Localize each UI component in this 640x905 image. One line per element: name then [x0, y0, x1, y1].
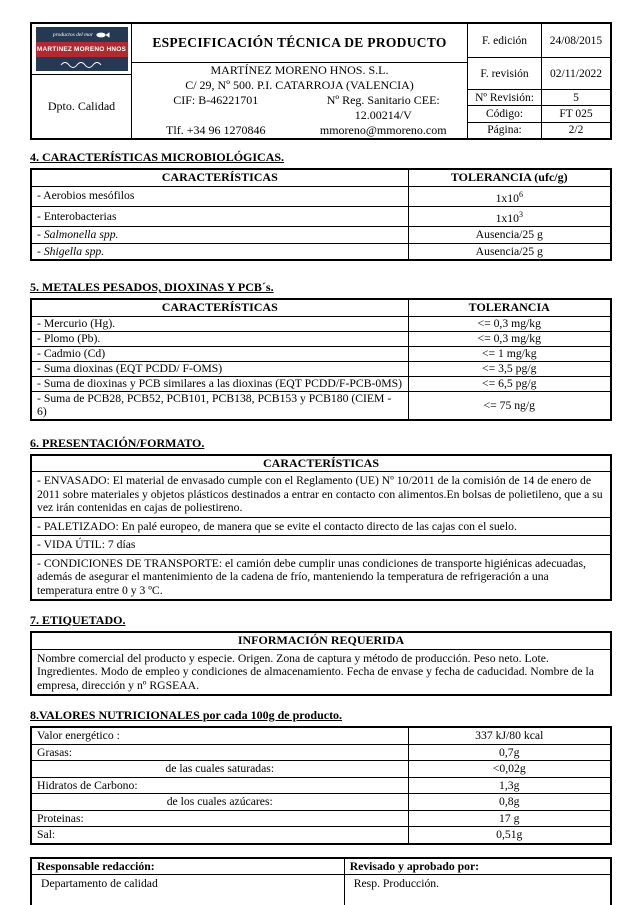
meta-value: 5: [573, 91, 579, 104]
company-contact: [132, 123, 467, 138]
table-row: [31, 536, 611, 555]
nutrient-label: Proteinas:: [31, 810, 408, 827]
characteristic-cell: - Enterobacterias: [31, 206, 408, 226]
header-center-column: [132, 24, 468, 138]
table-header-row: [31, 632, 611, 649]
header-meta-column: [468, 24, 610, 138]
column-header-characteristics: CARACTERÍSTICAS: [31, 299, 408, 316]
heavy-metals-table: [30, 298, 612, 421]
company-sanitary-reg: Nº Reg. Sanitario CEE: 12.00214/V: [326, 93, 440, 122]
characteristic-cell: - Suma dioxinas (EQT PCDD/ F-OMS): [31, 361, 408, 376]
nutrient-sublabel: de las cuales saturadas:: [31, 761, 408, 778]
meta-label: Página:: [468, 123, 542, 138]
logo-cell: [32, 24, 131, 75]
table-row: [31, 727, 611, 744]
logo-bottom-band: [36, 57, 128, 71]
labelling-required-info: Nombre comercial del producto y especie. Origen. Zona de captura y método de producción. Peso neto. Lote. Ingredientes. Modo de empleo y condiciones de almacenamiento. Fecha de envase y fecha de caducidad. Nombre de la empresa, dirección y nº RGSEAA.: [31, 649, 611, 695]
presentation-table: [30, 454, 612, 602]
presentation-palletizing: - PALETIZADO: En palé europeo, de manera que se evite el contacto directo de las cajas con el suelo.: [31, 517, 611, 536]
column-header-required-info: INFORMACIÓN REQUERIDA: [31, 632, 611, 649]
logo-script-illegible: [60, 61, 104, 68]
column-header-tolerance: TOLERANCIA: [408, 299, 611, 316]
approved-by-value: Resp. Producción.: [344, 875, 611, 905]
nutrient-sublabel: de los cuales azúcares:: [31, 794, 408, 811]
company-email: mmoreno@mmoreno.com: [319, 123, 447, 137]
characteristic-cell: - Aerobios mesófilos: [31, 186, 408, 206]
table-row: [31, 777, 611, 794]
company-cif: CIF: B-46221701: [173, 93, 259, 107]
tolerance-cell: <= 1 mg/kg: [408, 346, 611, 361]
nutrient-value: 17 g: [408, 810, 611, 827]
nutrient-value: 0,7g: [408, 744, 611, 761]
characteristic-cell: - Mercurio (Hg).: [31, 316, 408, 331]
drafting-responsible-value: Departamento de calidad: [31, 875, 344, 905]
meta-value: FT 025: [559, 107, 593, 120]
tolerance-cell: $1x10^3$: [408, 206, 611, 226]
presentation-packaging: - ENVASADO: El material de envasado cumple con el Reglamento (UE) Nº 10/2011 de la comisión de 14 de enero de 2011 sobre materiales y objetos plásticos destinados a entrar en contacto con alimentos.En bolsas de polietileno, que a su vez irán contenidas en cajas de poliestireno.: [31, 472, 611, 518]
meta-row-revision-number: [468, 90, 610, 106]
company-logo: [36, 27, 128, 71]
table-header-row: [31, 299, 611, 316]
presentation-shelf-life: - VIDA ÚTIL: 7 días: [31, 536, 611, 555]
section-heading-presentation: 6. PRESENTACIÓN/FORMATO.: [30, 435, 205, 450]
meta-label: F. edición: [468, 24, 542, 57]
section-heading-microbiology: 4. CARACTERÍSTICAS MICROBIOLÓGICAS.: [30, 150, 285, 164]
column-header-tolerance: TOLERANCIA (ufc/g): [408, 169, 611, 186]
company-info: [132, 63, 467, 138]
table-row: [31, 744, 611, 761]
nutrient-value: 337 kJ/80 kcal: [408, 727, 611, 744]
signoff-table: [30, 857, 612, 905]
characteristic-cell: - Suma de dioxinas y PCB similares a las dioxinas (EQT PCDD/F-PCB-0MS): [31, 376, 408, 391]
table-header-row: [31, 858, 611, 875]
labelling-table: [30, 631, 612, 696]
tolerance-cell: <= 3,5 pg/g: [408, 361, 611, 376]
table-row: [31, 649, 611, 695]
table-header-row: [31, 169, 611, 186]
characteristic-cell: - Suma de PCB28, PCB52, PCB101, PCB138, PCB153 y PCB180 (CIEM - 6): [31, 391, 408, 420]
nutrient-label: Sal:: [31, 827, 408, 844]
tolerance-cell: Ausencia/25 g: [408, 227, 611, 244]
table-row: [31, 875, 611, 905]
tolerance-cell: Ausencia/25 g: [408, 243, 611, 260]
nutrient-value: 0,51g: [408, 827, 611, 844]
table-row: [31, 827, 611, 844]
nutrient-label: Valor energético :: [31, 727, 408, 744]
department-label: Dpto. Calidad: [47, 99, 116, 113]
table-row: [31, 243, 611, 260]
meta-value: 2/2: [568, 124, 584, 137]
table-row: [31, 794, 611, 811]
table-row: [31, 810, 611, 827]
column-header-characteristics: CARACTERÍSTICAS: [31, 169, 408, 186]
company-phone: Tlf. +34 96 1270846: [166, 123, 266, 137]
meta-label: Nº Revisión:: [468, 90, 542, 105]
table-row: [31, 186, 611, 206]
nutrition-table: [30, 726, 612, 845]
nutrient-value: <0,02g: [408, 761, 611, 778]
table-row: [31, 206, 611, 226]
nutrient-label: Hidratos de Carbono:: [31, 777, 408, 794]
characteristic-cell: - Salmonella spp.: [31, 227, 408, 244]
logo-name-band: MARTINEZ MORENO HNOS: [36, 42, 128, 57]
tolerance-cell: <= 0,3 mg/kg: [408, 331, 611, 346]
fish-icon: [96, 31, 110, 39]
meta-row-revision-date: [468, 58, 610, 90]
meta-label: Código:: [468, 106, 542, 121]
table-row: [31, 391, 611, 420]
microbiology-table: [30, 168, 612, 261]
logo-top-text: productos del mar: [52, 31, 94, 38]
nutrient-value: 1,3g: [408, 777, 611, 794]
characteristic-cell: - Shigella spp.: [31, 243, 408, 260]
table-row: [31, 316, 611, 331]
characteristic-cell: - Cadmio (Cd): [31, 346, 408, 361]
section-heading-labelling: 7. ETIQUETADO.: [30, 613, 126, 628]
table-row: [31, 517, 611, 536]
table-row: [31, 376, 611, 391]
tolerance-cell: <= 0,3 mg/kg: [408, 316, 611, 331]
meta-row-edition: [468, 24, 610, 58]
section-heading-heavy-metals: 5. METALES PESADOS, DIOXINAS Y PCB´s.: [30, 280, 274, 295]
page-title: ESPECIFICACIÓN TÉCNICA DE PRODUCTO: [132, 24, 467, 63]
table-row: [31, 554, 611, 600]
characteristic-cell: - Plomo (Pb).: [31, 331, 408, 346]
company-name: MARTÍNEZ MORENO HNOS. S.L.: [210, 63, 389, 77]
presentation-transport: - CONDICIONES DE TRANSPORTE: el camión debe cumplir unas condiciones de transporte higiénicas adecuadas, además de asegurar el mantenimiento de la cadena de frío, manteniendo la temperatura de refrigeración a una temperatura entre 0 y 3 ºC.: [31, 554, 611, 600]
meta-value: 02/11/2022: [550, 67, 602, 80]
table-row: [31, 472, 611, 518]
table-row: [31, 331, 611, 346]
approved-by-label: Revisado y aprobado por:: [344, 858, 611, 875]
section-heading-nutrition: 8.VALORES NUTRICIONALES por cada 100g de producto.: [30, 708, 343, 723]
meta-row-page: [468, 123, 610, 138]
meta-value: 24/08/2015: [549, 34, 603, 47]
meta-label: F. revisión: [468, 58, 542, 89]
table-row: [31, 361, 611, 376]
table-row: [31, 761, 611, 778]
logo-top-band: [36, 27, 128, 42]
column-header-characteristics: CARACTERÍSTICAS: [31, 455, 611, 472]
drafting-responsible-label: Responsable redacción:: [31, 858, 344, 875]
table-header-row: [31, 455, 611, 472]
nutrient-value: 0,8g: [408, 794, 611, 811]
header-left-column: [32, 24, 132, 138]
meta-row-code: [468, 106, 610, 122]
company-address: C/ 29, Nº 500. P.I. CATARROJA (VALENCIA): [185, 78, 414, 92]
company-ids: [132, 93, 467, 123]
tolerance-cell: <= 6,5 pg/g: [408, 376, 611, 391]
document-header: [30, 22, 612, 140]
nutrient-label: Grasas:: [31, 744, 408, 761]
table-row: [31, 346, 611, 361]
tolerance-cell: $1x10^6$: [408, 186, 611, 206]
table-row: [31, 227, 611, 244]
tolerance-cell: <= 75 ng/g: [408, 391, 611, 420]
